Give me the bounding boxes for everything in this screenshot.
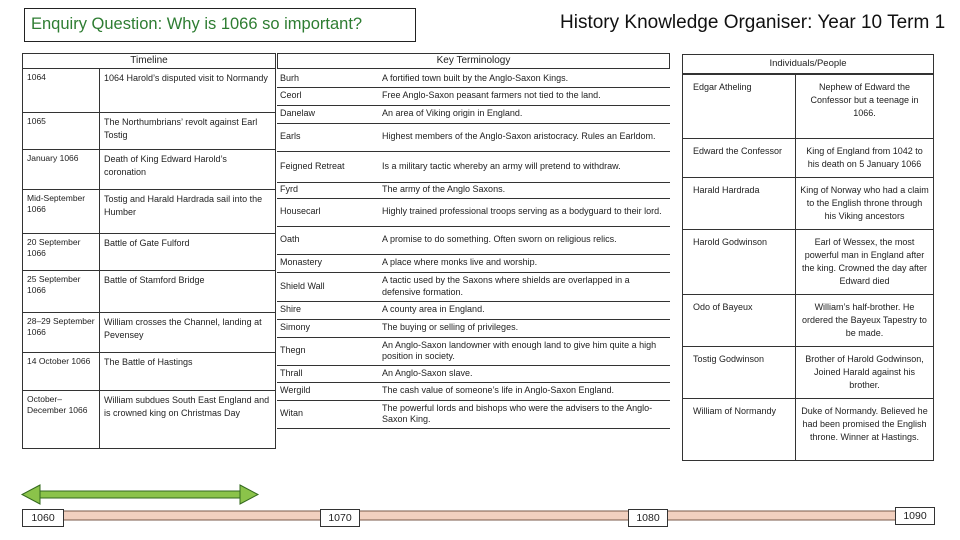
table-row [23,271,276,313]
people-heading: Individuals/People [682,54,934,74]
table-row [23,113,276,150]
terminology-table [277,70,670,429]
term-definition: The cash value of someone’s life in Anglo-Saxon England. [379,382,670,400]
timeline-heading: Timeline [22,53,276,69]
person-name: William of Normandy [683,399,796,461]
term-definition: The buying or selling of privileges. [379,319,670,337]
term-definition: A tactic used by the Saxons where shields are overlapped in a defensive formation. [379,272,670,301]
term-name: Shire [277,301,379,319]
person-name: Edward the Confessor [683,139,796,178]
table-row [277,226,670,254]
timeline-event: Battle of Gate Fulford [100,234,276,271]
timeline-event: Death of King Edward Harold’s coronation [100,150,276,190]
term-definition: Highly trained professional troops serving as a bodyguard to their lord. [379,198,670,226]
table-row [277,254,670,272]
term-name: Simony [277,319,379,337]
term-name: Burh [277,70,379,87]
term-name: Shield Wall [277,272,379,301]
timeline-event: The Battle of Hastings [100,353,276,391]
person-name: Edgar Atheling [683,75,796,139]
table-row [277,272,670,301]
term-definition: Is a military tactic whereby an army will pretend to withdraw. [379,151,670,182]
timeline-date: 20 September 1066 [23,234,100,271]
person-description: King of Norway who had a claim to the English throne through his Viking ancestors [796,178,934,230]
page-title: History Knowledge Organiser: Year 10 Term 1 [560,12,946,33]
term-definition: A county area in England. [379,301,670,319]
timeline-date: Mid-September 1066 [23,190,100,234]
table-row [23,150,276,190]
year-label-1070: 1070 [320,509,360,527]
table-row [683,399,934,461]
term-name: Housecarl [277,198,379,226]
term-definition: An Anglo-Saxon landowner with enough land to give him quite a high position in society. [379,337,670,365]
term-definition: An area of Viking origin in England. [379,105,670,123]
timeline-bar [0,478,960,540]
table-row [683,230,934,295]
person-name: Odo of Bayeux [683,295,796,347]
year-label-1060: 1060 [22,509,64,527]
timeline-event: 1064 Harold’s disputed visit to Normandy [100,69,276,113]
term-definition: A place where monks live and worship. [379,254,670,272]
table-row [23,313,276,353]
table-row [277,382,670,400]
term-name: Earls [277,123,379,151]
table-row [277,400,670,428]
table-row [683,75,934,139]
term-definition: Free Anglo-Saxon peasant farmers not tied to the land. [379,87,670,105]
timeline-date: January 1066 [23,150,100,190]
person-description: William’s half-brother. He ordered the Bayeux Tapestry to be made. [796,295,934,347]
timeline-event: William subdues South East England and is crowned king on Christmas Day [100,391,276,449]
term-definition: An Anglo-Saxon slave. [379,365,670,382]
timeline-date: 28–29 September 1066 [23,313,100,353]
year-label-1090: 1090 [895,507,935,525]
table-row [277,105,670,123]
term-definition: The powerful lords and bishops who were the advisers to the Anglo-Saxon King. [379,400,670,428]
table-row [277,182,670,198]
term-name: Witan [277,400,379,428]
table-row [277,151,670,182]
table-row [23,391,276,449]
table-row [23,353,276,391]
table-row [277,70,670,87]
timeline-date: October–December 1066 [23,391,100,449]
timeline-track [30,511,925,520]
person-name: Tostig Godwinson [683,347,796,399]
table-row [277,198,670,226]
term-name: Oath [277,226,379,254]
timeline-event: Battle of Stamford Bridge [100,271,276,313]
term-definition: The army of the Anglo Saxons. [379,182,670,198]
table-row [277,301,670,319]
timeline-event: William crosses the Channel, landing at Pevensey [100,313,276,353]
table-row [683,178,934,230]
timeline-event: The Northumbrians’ revolt against Earl Tostig [100,113,276,150]
period-arrow-icon [22,485,258,504]
term-definition: A fortified town built by the Anglo-Saxon Kings. [379,70,670,87]
table-row [277,319,670,337]
term-name: Fyrd [277,182,379,198]
enquiry-question: Enquiry Question: Why is 1066 so important? [24,8,416,42]
term-definition: A promise to do something. Often sworn on religious relics. [379,226,670,254]
person-name: Harold Godwinson [683,230,796,295]
table-row [23,234,276,271]
terminology-heading: Key Terminology [277,53,670,69]
table-row [683,139,934,178]
timeline-date: 25 September 1066 [23,271,100,313]
term-name: Danelaw [277,105,379,123]
table-row [23,69,276,113]
term-name: Wergild [277,382,379,400]
table-row [683,347,934,399]
table-row [277,123,670,151]
table-row [277,337,670,365]
person-description: Nephew of Edward the Confessor but a teenage in 1066. [796,75,934,139]
timeline-table [22,68,276,449]
term-name: Monastery [277,254,379,272]
table-row [683,295,934,347]
table-row [23,190,276,234]
person-description: Duke of Normandy. Believed he had been promised the English throne. Winner at Hastings. [796,399,934,461]
timeline-date: 14 October 1066 [23,353,100,391]
person-description: Brother of Harold Godwinson, Joined Harald against his brother. [796,347,934,399]
term-name: Thrall [277,365,379,382]
person-description: Earl of Wessex, the most powerful man in England after the king. Crowned the day after Edward died [796,230,934,295]
year-label-1080: 1080 [628,509,668,527]
table-row [277,365,670,382]
term-name: Thegn [277,337,379,365]
person-description: King of England from 1042 to his death on 5 January 1066 [796,139,934,178]
people-table [682,74,934,461]
timeline-event: Tostig and Harald Hardrada sail into the Humber [100,190,276,234]
timeline-date: 1065 [23,113,100,150]
term-definition: Highest members of the Anglo-Saxon aristocracy. Rules an Earldom. [379,123,670,151]
table-row [277,87,670,105]
person-name: Harald Hardrada [683,178,796,230]
term-name: Feigned Retreat [277,151,379,182]
term-name: Ceorl [277,87,379,105]
timeline-date: 1064 [23,69,100,113]
